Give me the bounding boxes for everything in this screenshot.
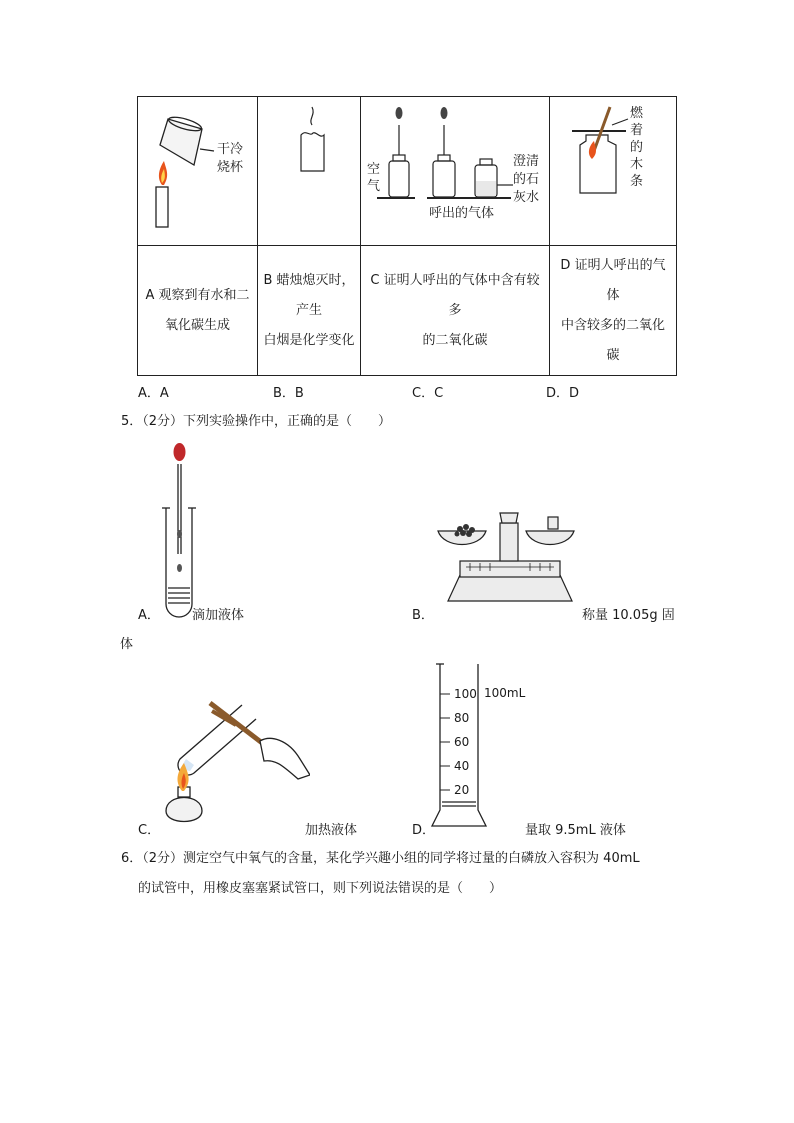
cylinder-capacity-label: 100mL	[484, 686, 526, 700]
cell-b-image	[258, 97, 361, 246]
limewater-label: 澄清的石灰水	[513, 154, 540, 205]
cold-beaker-label: 干冷烧杯	[217, 142, 244, 175]
q6-stem-line2: 的试管中，用橡皮塞塞紧试管口，则下列说法错误的是（ ）	[138, 881, 503, 896]
cell-b-description	[258, 246, 361, 376]
cell-d-description	[550, 246, 677, 376]
q4-option-d[interactable]: D．D	[546, 386, 580, 401]
desc-c-line: 的二氧化碳	[422, 332, 488, 348]
exhaled-gas-label: 呼出的气体	[429, 206, 495, 221]
desc-d-line: 中含较多的二氧化	[560, 317, 665, 333]
dropper-test-tube-figure	[150, 438, 210, 618]
heating-liquid-figure	[160, 695, 310, 835]
cylinder-tick-60: 60	[454, 735, 470, 749]
desc-a-line: A 观察到有水和二	[145, 287, 250, 303]
cylinder-tick-20: 20	[454, 783, 470, 797]
desc-d-line: D 证明人呼出的气	[560, 257, 666, 273]
balance-scale-figure	[430, 505, 590, 617]
q5-option-b-text: 称量 10.05g 固	[582, 608, 675, 623]
q5-option-d-text: 量取 9.5mL 液体	[525, 823, 626, 838]
q5-option-d-letter[interactable]: D．	[412, 823, 436, 838]
cell-c-image	[361, 97, 550, 246]
cylinder-tick-100: 100	[454, 687, 477, 701]
q5-option-b-letter[interactable]: B．	[412, 608, 434, 623]
desc-a-line: 氧化碳生成	[164, 317, 230, 333]
desc-b-line: B 蜡烛熄灭时，	[263, 272, 355, 288]
desc-c-line: C 证明人呼出的气体中含有较	[370, 272, 540, 288]
cylinder-tick-40: 40	[454, 759, 470, 773]
cell-d-image	[550, 97, 677, 246]
q5-option-a-text: 滴加液体	[192, 608, 245, 623]
bottle-burning-stick-figure	[550, 97, 677, 245]
air-label: 空气	[367, 162, 381, 194]
desc-d-line: 碳	[606, 347, 620, 363]
q5-option-c-letter[interactable]: C．	[138, 823, 161, 838]
q4-option-a[interactable]: A．A	[138, 386, 169, 401]
desc-d-line: 体	[606, 287, 620, 303]
q5-option-b-text-cont: 体	[120, 637, 134, 652]
question-4-table	[137, 96, 677, 376]
q4-option-b[interactable]: B．B	[273, 386, 304, 401]
desc-b-line: 产生	[295, 302, 322, 318]
q5-stem: 5．（2分）下列实验操作中，正确的是（ ）	[121, 414, 392, 429]
q4-option-c[interactable]: C．C	[412, 386, 444, 401]
desc-b-line: 白烟是化学变化	[263, 332, 355, 348]
extinguished-candle-figure	[258, 97, 361, 245]
cell-a-image	[138, 97, 258, 246]
cylinder-tick-80: 80	[454, 711, 470, 725]
cell-c-description	[361, 246, 550, 376]
q5-option-c-text: 加热液体	[305, 823, 358, 838]
cell-a-description	[138, 246, 258, 376]
burning-stick-label: 燃着的木条	[630, 106, 644, 189]
q6-stem-line1: 6．（2分）测定空气中氧气的含量，某化学兴趣小组的同学将过量的白磷放入容积为 40mL	[121, 851, 640, 866]
q5-option-a-letter[interactable]: A．	[138, 608, 160, 623]
desc-c-line: 多	[448, 302, 462, 318]
